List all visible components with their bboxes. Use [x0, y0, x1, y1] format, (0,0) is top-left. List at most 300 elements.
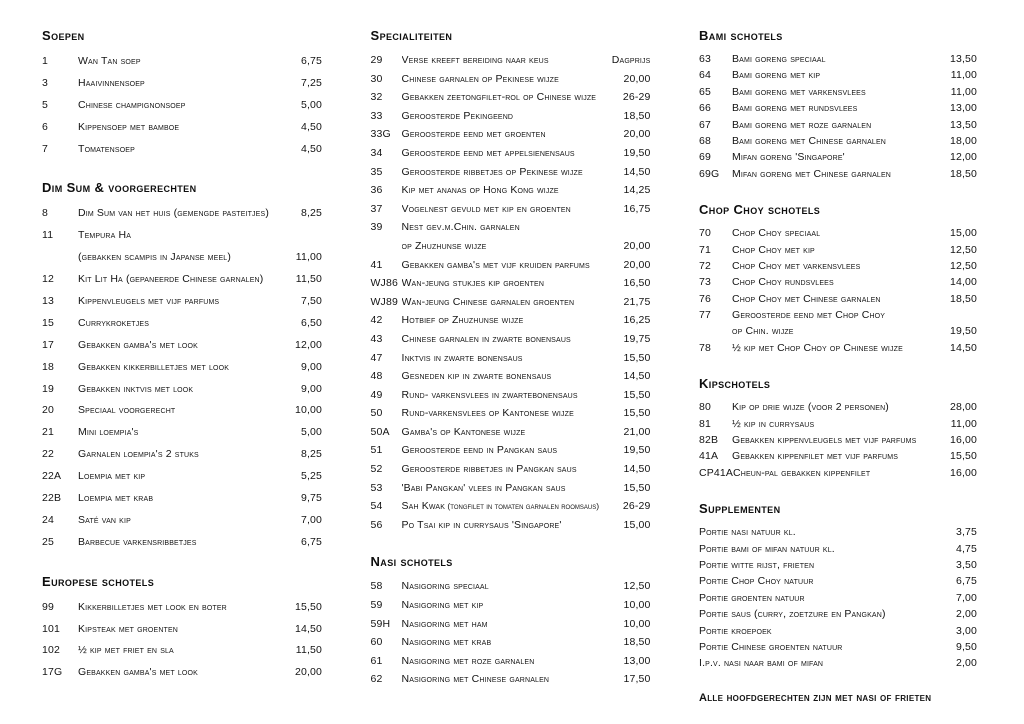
- item-price: 12,00: [949, 151, 977, 164]
- menu-item-row: [371, 386, 651, 405]
- menu-item-row: [699, 258, 977, 274]
- item-price: 6,50: [300, 316, 322, 329]
- item-number: 7: [42, 142, 48, 155]
- menu-item-row: [371, 596, 651, 615]
- menu-section: [699, 202, 977, 356]
- item-price: 6,75: [300, 535, 322, 548]
- item-number: 37: [370, 202, 383, 215]
- menu-item-row: [699, 166, 977, 182]
- item-name: Hotbief op Zhuzhunse wijze: [401, 314, 524, 327]
- item-name: Nasigoring speciaal: [401, 580, 489, 593]
- menu-item-row: [699, 590, 977, 606]
- item-price: 14,50: [623, 370, 651, 383]
- item-name: Inktvis in zwarte bonensaus: [401, 351, 523, 364]
- item-price: 2,00: [955, 608, 977, 621]
- section-title: Bami schotels: [699, 28, 783, 43]
- item-name: Wan-jeung Chinese garnalen groenten: [401, 295, 575, 308]
- item-number: 13: [42, 295, 54, 308]
- menu-column-1: [42, 28, 322, 724]
- item-number: 59H: [370, 617, 391, 630]
- item-price: 10,00: [294, 404, 322, 417]
- menu-item-row: [42, 335, 322, 357]
- item-name: Kippenvleugels met vijf parfums: [78, 295, 220, 308]
- menu-item-row: [42, 357, 322, 379]
- menu-item-row: [42, 117, 322, 139]
- item-number: 1: [42, 55, 48, 67]
- item-number: 43: [370, 332, 383, 345]
- item-name: Chop Choy rundsvlees: [732, 276, 834, 289]
- item-number: 11: [42, 229, 54, 242]
- item-number: WJ89: [370, 295, 398, 308]
- item-name: Gebakken kippenvleugels met vijf parfums: [732, 434, 917, 447]
- item-price: 8,25: [300, 448, 322, 461]
- item-price: 5,00: [300, 98, 322, 111]
- item-name: Po Tsai kip in currysaus 'Singapore': [401, 518, 562, 531]
- item-number: 81: [699, 417, 711, 430]
- item-name: Geroosterde eend in Pangkan saus: [401, 444, 558, 457]
- section-title: Specialiteiten: [370, 28, 453, 43]
- item-price: 15,50: [949, 450, 977, 463]
- item-name: Gebakken inktvis met look: [78, 382, 194, 395]
- item-number: 63: [699, 53, 711, 65]
- item-number: 66: [699, 102, 711, 115]
- item-name: Dim Sum van het huis (gemengde pasteitjes): [78, 207, 269, 220]
- item-price: 12,50: [949, 259, 977, 272]
- item-price: 14,00: [949, 276, 977, 289]
- menu-item-row: [42, 662, 322, 684]
- item-number: 3: [42, 76, 48, 89]
- item-price: 26-29: [622, 91, 651, 104]
- menu-item-row: [42, 510, 322, 532]
- item-name: Barbecue varkensribbetjes: [78, 535, 197, 548]
- item-name: Geroosterde eend met Chop Choy: [732, 309, 886, 322]
- item-price: 10,00: [623, 617, 651, 630]
- item-name: Chop Choy met Chinese garnalen: [732, 292, 881, 305]
- item-name: Nest gev.m.Chin. garnalen: [401, 221, 520, 234]
- item-name: Tempura Ha: [78, 229, 132, 242]
- menu-item-row: [371, 652, 651, 671]
- menu-item-row: [42, 73, 322, 95]
- menu-item-row: [371, 70, 651, 89]
- menu-item-row: [42, 532, 322, 554]
- item-name: Currykroketjes: [78, 316, 150, 329]
- item-number: 33: [370, 109, 383, 122]
- item-price: 11,50: [295, 273, 322, 286]
- item-number: WJ86: [370, 277, 398, 290]
- item-price: 11,00: [950, 85, 977, 98]
- menu-item-row: [42, 269, 322, 291]
- item-name: Bami goreng met roze garnalen: [732, 118, 872, 131]
- item-number: 12: [42, 273, 54, 286]
- item-name: Haaivinnensoep: [78, 76, 145, 89]
- item-name: Geroosterde eend met appelsienensaus: [401, 146, 575, 159]
- menu-item-row: [42, 619, 322, 641]
- item-price: 7,25: [300, 76, 322, 89]
- menu-item-row: [699, 416, 977, 432]
- item-name: Portie groenten natuur: [699, 591, 805, 604]
- item-name: Kit Lit Ha (gepaneerde Chinese garnalen): [78, 273, 264, 286]
- menu-section: [42, 28, 322, 160]
- menu-item-row: [371, 349, 651, 368]
- item-number: 77: [699, 309, 711, 322]
- item-number: 21: [42, 426, 54, 439]
- item-name: Gebakken kikkerbilletjes met look: [78, 360, 230, 373]
- item-name: Cheun-pal gebakken kippenfilet: [733, 466, 871, 479]
- item-name: Vogelnest gevuld met kip en groenten: [401, 202, 571, 215]
- item-number: 70: [699, 227, 711, 240]
- menu-item-row: [371, 441, 651, 460]
- menu-item-row: [42, 597, 322, 619]
- item-number: 58: [370, 580, 383, 593]
- menu-item-row: [42, 291, 322, 313]
- item-price: 6,75: [955, 575, 977, 588]
- item-name: Geroosterde ribbetjes in Pangkan saus: [401, 463, 577, 476]
- menu-item-row: [699, 639, 977, 655]
- item-number: 52: [370, 463, 383, 476]
- item-name: Gebakken gamba's met vijf kruiden parfums: [401, 258, 590, 271]
- menu-item-row: [699, 242, 977, 258]
- item-price: 13,00: [623, 654, 651, 667]
- item-name: Nasigoring met kip: [401, 599, 484, 612]
- item-number: 60: [370, 636, 383, 649]
- item-number: 18: [42, 360, 54, 373]
- item-name: Loempia met krab: [78, 492, 154, 505]
- menu-item-row: [371, 51, 651, 70]
- item-price: 20,00: [623, 128, 651, 141]
- item-number: 56: [370, 518, 383, 531]
- item-name: Gebakken gamba's met look: [78, 338, 198, 351]
- menu-item-row: [699, 67, 977, 83]
- item-name: Bami goreng met varkensvlees: [732, 85, 866, 98]
- item-number: 36: [370, 184, 383, 197]
- menu-item-row: [699, 541, 977, 557]
- item-price: 18,50: [949, 167, 977, 180]
- item-price: 21,00: [623, 425, 651, 438]
- menu-section: [371, 28, 651, 534]
- menu-item-row: [699, 524, 977, 540]
- menu-item-row: [371, 633, 651, 652]
- item-number: 65: [699, 85, 711, 98]
- item-number: 35: [370, 165, 383, 178]
- item-name: Portie nasi natuur kl.: [699, 526, 796, 539]
- item-number: 48: [370, 370, 383, 383]
- item-name: Geroosterde eend met groenten: [401, 128, 546, 141]
- menu-item-row: [371, 479, 651, 498]
- item-price: 13,50: [949, 118, 977, 131]
- menu-item-row: [699, 51, 977, 67]
- item-number: 50A: [370, 425, 390, 438]
- item-price: 15,50: [623, 351, 651, 364]
- item-price: 16,50: [623, 277, 651, 290]
- item-name: Gebakken gamba's met look: [78, 666, 198, 679]
- section-title: Kipschotels: [699, 376, 771, 392]
- menu-item-row: [42, 313, 322, 335]
- item-number: 25: [42, 535, 54, 548]
- menu-item-row: [371, 516, 651, 535]
- menu-item-row: [699, 557, 977, 573]
- item-price: 20,00: [623, 258, 651, 271]
- item-name: Chop Choy met kip: [732, 243, 815, 256]
- menu-item-row: [699, 655, 977, 671]
- item-number: 17G: [42, 666, 63, 679]
- item-number: 82B: [699, 434, 719, 447]
- item-price: 15,50: [623, 388, 651, 401]
- item-price: 4,75: [955, 542, 977, 555]
- item-price: 15,50: [623, 407, 651, 420]
- item-name: Tomatensoep: [78, 142, 135, 155]
- menu-section: [699, 501, 977, 672]
- item-price: 10,00: [623, 599, 651, 612]
- item-number: CP41A: [699, 466, 734, 479]
- item-name: Chinese champignonsoep: [78, 98, 186, 111]
- item-price: 5,00: [300, 426, 322, 439]
- menu-item-row: [699, 100, 977, 116]
- menu-item-row: [371, 218, 651, 237]
- item-name: Nasigoring met roze garnalen: [401, 654, 535, 667]
- item-number: 22: [42, 448, 54, 461]
- menu-item-row: [42, 444, 322, 466]
- item-price: 21,75: [623, 295, 651, 308]
- item-name: Gesneden kip in zwarte bonensaus: [401, 370, 552, 383]
- item-name: Gebakken kippenfilet met vijf parfums: [732, 450, 899, 463]
- item-number: 29: [370, 54, 383, 66]
- item-name: Mifan goreng met Chinese garnalen: [732, 167, 891, 180]
- menu-column-2-sections: [371, 28, 651, 689]
- menu-item-row: [371, 107, 651, 126]
- item-name: ½ kip met Chop Choy op Chinese wijze: [732, 341, 903, 354]
- item-number: 32: [370, 91, 383, 104]
- menu-item-row: [371, 577, 651, 596]
- menu-item-row: [371, 163, 651, 182]
- item-name: Bami goreng met Chinese garnalen: [732, 134, 886, 147]
- item-price: 13,00: [949, 102, 977, 115]
- item-name: Bami goreng speciaal: [732, 53, 826, 65]
- menu-item-row: [42, 139, 322, 161]
- item-number: 101: [42, 622, 60, 635]
- item-name: Wan-jeung stukjes kip groenten: [401, 277, 545, 290]
- item-number: 51: [370, 444, 383, 457]
- menu-item-row: [42, 203, 322, 225]
- item-name: Gebakken zeetongfilet-rol op Chinese wijze: [401, 91, 597, 104]
- item-price: 28,00: [949, 401, 977, 414]
- menu-item-row: [42, 379, 322, 401]
- item-number: 41A: [699, 450, 719, 463]
- menu-item-row: [42, 488, 322, 510]
- menu-column-3-sections: [699, 28, 977, 672]
- menu-item-row: [699, 623, 977, 639]
- item-number: 76: [699, 292, 711, 305]
- item-number: 22A: [42, 470, 62, 483]
- item-number: 72: [699, 259, 711, 272]
- item-price: 14,50: [623, 463, 651, 476]
- item-price: 13,50: [949, 53, 977, 65]
- menu-item-row: [42, 95, 322, 117]
- menu-item-row: [371, 330, 651, 349]
- item-price: 18,50: [949, 292, 977, 305]
- menu-item-row: [42, 640, 322, 662]
- menu-item-row: [371, 256, 651, 275]
- item-name: Mini loempia's: [78, 426, 139, 439]
- menu-item-row-continued: [699, 323, 977, 339]
- item-name: ½ kip met friet en sla: [78, 644, 174, 657]
- menu-item-row: [371, 423, 651, 442]
- item-number: 47: [370, 351, 383, 364]
- section-title: Europese schotels: [42, 573, 155, 589]
- menu-item-row: [371, 293, 651, 312]
- item-number: 15: [42, 316, 54, 329]
- item-price: 9,00: [300, 382, 322, 395]
- item-price: 18,50: [623, 109, 651, 122]
- item-number: 53: [370, 481, 383, 494]
- menu-item-row: [42, 51, 322, 73]
- item-name: Loempia met kip: [78, 470, 146, 483]
- item-name: 'Babi Pangkan' vlees in Pangkan saus: [401, 481, 566, 494]
- item-price: 14,50: [949, 341, 977, 354]
- item-number: 69: [699, 151, 711, 164]
- menu-item-row: [699, 432, 977, 448]
- item-price: 12,50: [623, 580, 651, 593]
- item-price: 6,75: [300, 55, 322, 67]
- item-name: Portie kroepoek: [699, 624, 772, 637]
- section-title: Supplementen: [699, 501, 781, 517]
- menu-item-row-continued: [371, 237, 651, 256]
- item-price: 19,50: [623, 146, 651, 159]
- item-price: 9,50: [955, 640, 977, 653]
- item-name: Portie saus (curry, zoetzure en Pangkan): [699, 608, 886, 621]
- item-price: 4,50: [300, 120, 322, 133]
- item-number: 30: [370, 72, 383, 85]
- item-name-line2: op Zhuzhunse wijze: [401, 239, 487, 252]
- item-name: Mifan goreng 'Singapore': [732, 151, 845, 164]
- item-price: 26-29: [622, 500, 651, 513]
- item-price: 9,75: [300, 492, 322, 505]
- section-title: Nasi schotels: [370, 554, 453, 570]
- item-number: 80: [699, 401, 711, 414]
- item-number: 61: [370, 654, 383, 667]
- item-price: 5,25: [300, 470, 322, 483]
- item-name: Geroosterde Pekingeend: [401, 109, 514, 122]
- item-name: Chinese garnalen in zwarte bonensaus: [401, 332, 571, 345]
- menu-column-2: [371, 28, 651, 724]
- item-number: 59: [370, 599, 383, 612]
- item-name: Speciaal voorgerecht: [78, 404, 176, 417]
- item-name-line2: (gebakken scampis in Japanse meel): [78, 251, 231, 264]
- item-name: Bami goreng met rundsvlees: [732, 102, 858, 115]
- item-price: 19,50: [949, 325, 977, 338]
- menu-item-row: [699, 465, 977, 481]
- item-price: 19,75: [623, 332, 651, 345]
- item-number: 99: [42, 600, 54, 613]
- item-name: Geroosterde ribbetjes op Pekinese wijze: [401, 165, 583, 178]
- menu-item-row: [699, 606, 977, 622]
- menu-item-row: [42, 400, 322, 422]
- item-name: Saté van kip: [78, 513, 131, 526]
- item-name: Verse kreeft bereiding naar keus: [401, 54, 549, 66]
- item-price: 11,00: [950, 417, 977, 430]
- menu-item-row: [371, 367, 651, 386]
- menu-section: [699, 28, 977, 182]
- item-name: Rund- varkensvlees in zwartebonensaus: [401, 388, 578, 401]
- item-price: 15,50: [623, 481, 651, 494]
- item-number: 5: [42, 98, 48, 111]
- menu-item-row: [699, 291, 977, 307]
- item-name: Kikkerbilletjes met look en boter: [78, 600, 227, 613]
- item-price: 20,00: [294, 666, 322, 679]
- item-price: 3,00: [955, 624, 977, 637]
- menu-section: [699, 376, 977, 481]
- menu-item-row-continued: [42, 247, 322, 269]
- item-price: 16,00: [949, 466, 977, 479]
- item-price: 7,50: [300, 295, 322, 308]
- item-price: 17,50: [623, 673, 651, 686]
- item-price: 11,00: [950, 69, 977, 82]
- menu-section: [42, 180, 322, 553]
- item-name: Gamba's op Kantonese wijze: [401, 425, 526, 438]
- menu-item-row: [371, 181, 651, 200]
- menu-item-row: [42, 466, 322, 488]
- item-price: 16,75: [623, 202, 651, 215]
- menu-item-row: [699, 340, 977, 356]
- item-name: Portie Chinese groenten natuur: [699, 640, 843, 653]
- menu-item-row: [42, 225, 322, 247]
- footer-note: Alle hoofdgerechten zijn met nasi of frieten: [699, 691, 932, 704]
- item-name: Chop Choy speciaal: [732, 227, 821, 240]
- menu-item-row: [371, 144, 651, 163]
- item-number: 39: [370, 221, 383, 234]
- menu-column-3: [699, 28, 977, 724]
- item-price: 11,00: [295, 251, 322, 264]
- item-number: 67: [699, 118, 711, 131]
- item-number: 54: [370, 500, 383, 513]
- item-price: 8,25: [300, 207, 322, 220]
- menu-item-row: [371, 200, 651, 219]
- item-name: Nasigoring met ham: [401, 617, 488, 630]
- item-price: 20,00: [623, 72, 651, 85]
- item-price: 12,50: [949, 243, 977, 256]
- item-number: 102: [42, 644, 60, 657]
- item-number: 73: [699, 276, 711, 289]
- item-number: 50: [370, 407, 383, 420]
- item-number: 34: [370, 146, 383, 159]
- item-price: 20,00: [623, 239, 651, 252]
- item-name: ½ kip in currysaus: [732, 417, 815, 430]
- item-name: I.p.v. nasi naar bami of mifan: [699, 657, 824, 670]
- item-number: 71: [699, 243, 711, 256]
- section-title: Soepen: [42, 28, 85, 43]
- item-name: Kip op drie wijze (voor 2 personen): [732, 401, 889, 414]
- item-number: 19: [42, 382, 54, 395]
- item-number: 22B: [42, 492, 62, 505]
- menu-item-row: [699, 84, 977, 100]
- item-name: Wan Tan soep: [78, 55, 141, 67]
- item-name: Chop Choy met varkensvlees: [732, 259, 861, 272]
- menu-item-row: [42, 422, 322, 444]
- item-price: 3,75: [955, 526, 977, 539]
- item-price: 14,50: [623, 165, 651, 178]
- menu-item-row: [371, 125, 651, 144]
- item-number: 68: [699, 134, 711, 147]
- item-price: 14,25: [623, 184, 651, 197]
- item-price: 12,00: [294, 338, 322, 351]
- menu-item-row: [699, 225, 977, 241]
- item-name-line2: op Chin. wijze: [732, 325, 794, 338]
- item-name: Bami goreng met kip: [732, 69, 821, 82]
- item-number: 33G: [370, 128, 391, 141]
- section-title: Dim Sum & voorgerechten: [42, 180, 197, 196]
- item-price: 16,25: [623, 314, 651, 327]
- menu-item-row: [371, 670, 651, 689]
- item-price: 3,50: [955, 558, 977, 571]
